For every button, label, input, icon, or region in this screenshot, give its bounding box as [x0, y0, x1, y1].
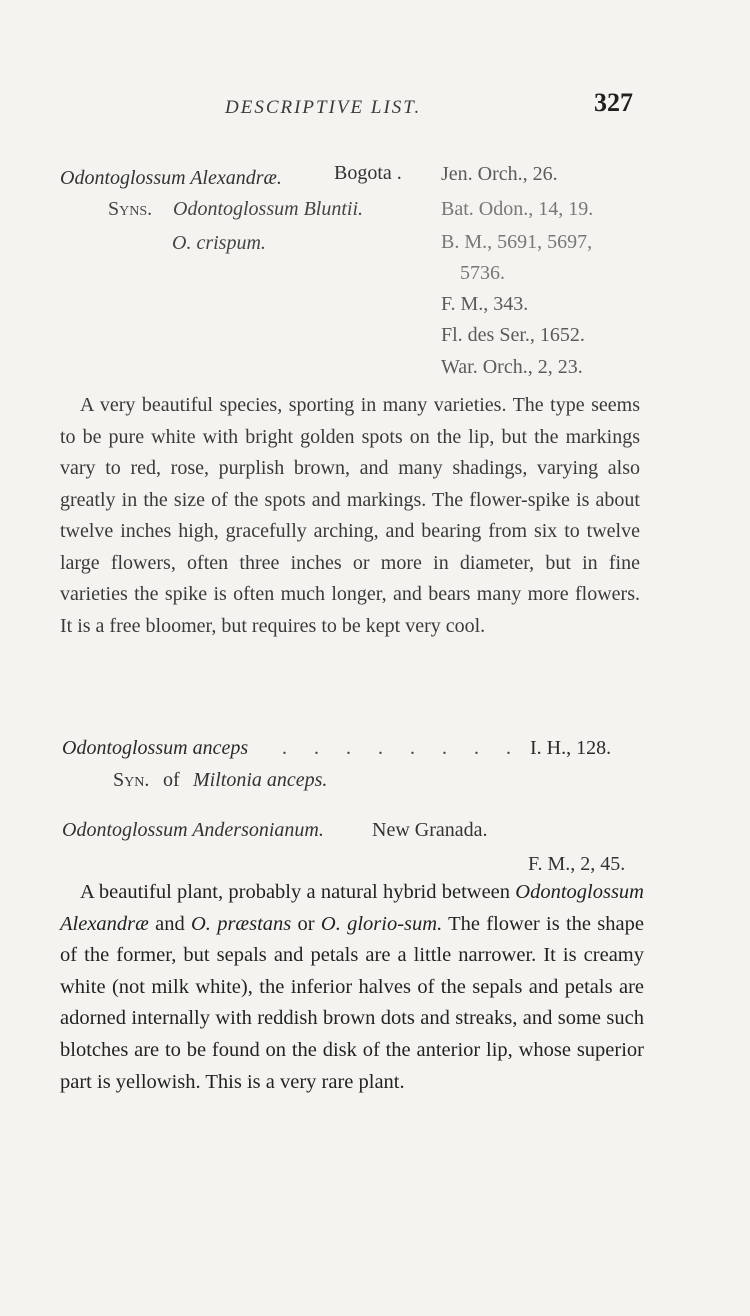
entry-description — [60, 877, 644, 1098]
reference: War. Orch., 2, 23. — [441, 356, 583, 378]
page-number: 327 — [594, 88, 633, 117]
species-name: O. glorio-sum. — [320, 912, 443, 935]
entry-locality: Bogota . — [334, 162, 402, 184]
entry-name: Odontoglossum Andersonianum. — [62, 819, 324, 841]
description-text: A very beautiful species, sporting in many varieties. The type seems to be pure white with bright golden spots on the lip, but the markings vary to red, rose, purplish brown, and many shadings, varying also greatly in the size of the spots and markings. The flower-spike is about twelve inches high, gracefully arching, and bearing from six to twelve large flowers, often three inches or more in diameter, but in fine varieties the spike is often much longer, and bears many more flowers. It is a free bloomer, but requires to be kept very cool. — [60, 394, 640, 637]
entry-name: Odontoglossum anceps — [62, 737, 249, 759]
synonym: O. crispum. — [172, 232, 266, 254]
synonyms-label: Syns. — [108, 198, 153, 220]
synonym-label: Syn. — [113, 769, 150, 791]
species-name: Odontoglossum Alexandræ — [60, 881, 644, 935]
entry-description — [60, 390, 640, 642]
description-text: The flower is the shape of the former, but sepals and petals are a little narrower. It is creamy white (not milk white), the inferior halves of the sepals and petals are adorned internally with reddish brown dots and streaks, and some such blotches are to be found on the disk of the anterior lip, whose superior part is yellowish. This is a very rare plant. — [60, 912, 644, 1093]
description-text — [60, 877, 644, 1098]
synonym-of: of — [163, 769, 180, 791]
description-text: or — [291, 912, 321, 935]
entry-name: Odontoglossum Alexandræ. — [60, 167, 282, 189]
reference: Jen. Orch., 26. — [441, 163, 558, 185]
species-name: O. præstans — [190, 912, 292, 935]
dot-leader: . . . . . . . . — [282, 737, 522, 759]
reference: I. H., 128. — [530, 737, 612, 759]
description-text: A beautiful plant, probably a natural hybrid between — [80, 881, 516, 903]
synonym: Miltonia anceps. — [193, 769, 328, 791]
entry-locality: New Granada. — [372, 819, 488, 841]
reference: Bat. Odon., 14, 19. — [441, 198, 594, 220]
reference: F. M., 343. — [441, 293, 529, 315]
reference: F. M., 2, 45. — [528, 853, 626, 875]
synonym: Odontoglossum Bluntii. — [173, 198, 364, 220]
reference: B. M., 5691, 5697, — [441, 231, 593, 253]
reference: 5736. — [460, 262, 505, 284]
reference: Fl. des Ser., 1652. — [441, 324, 585, 346]
running-head: DESCRIPTIVE LIST. — [225, 97, 422, 118]
description-text: and — [148, 912, 191, 935]
